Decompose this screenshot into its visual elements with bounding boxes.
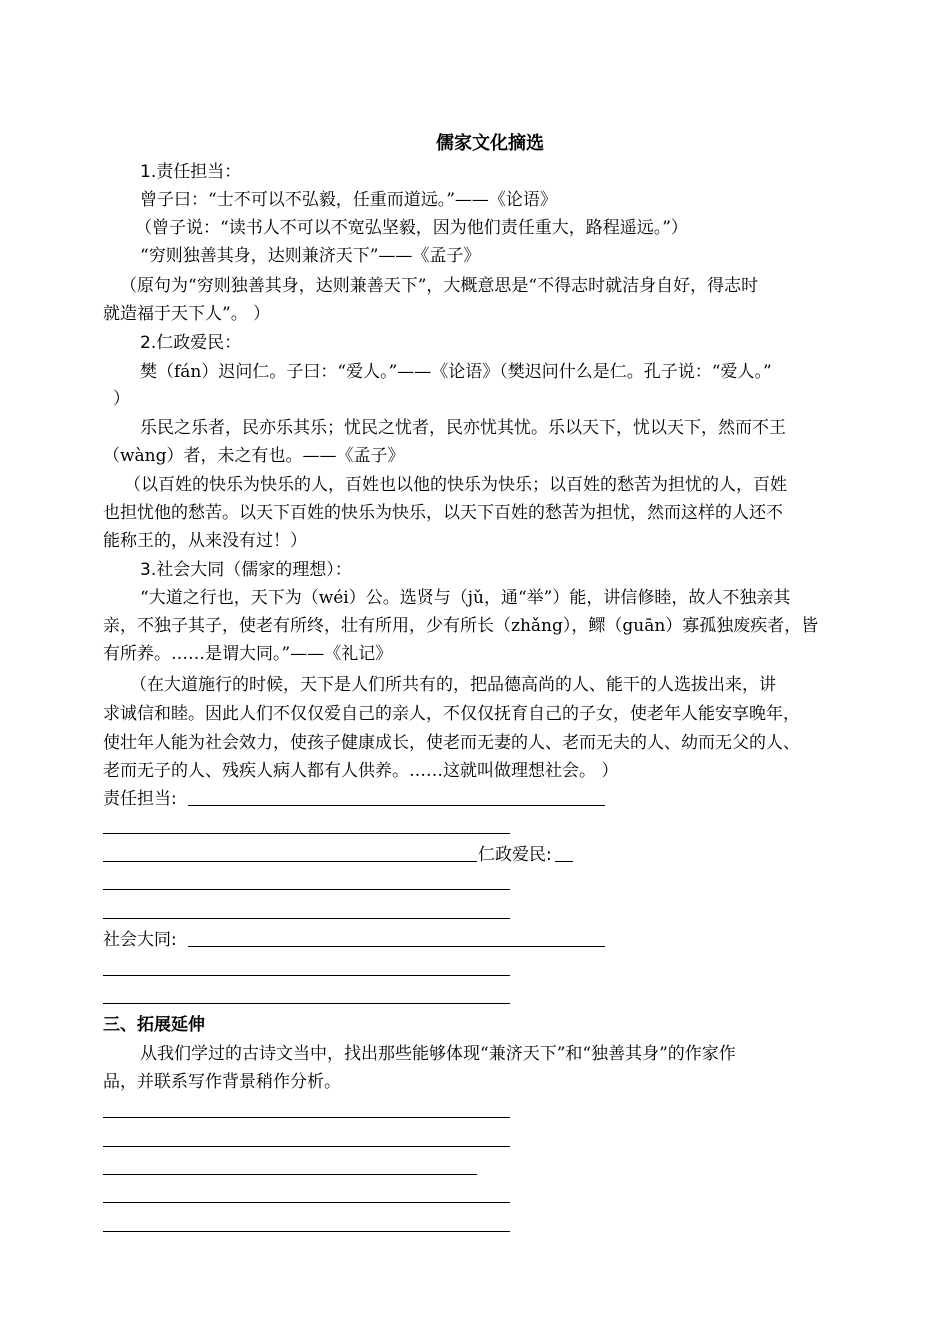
answer-label-responsibility: 责任担当: <box>103 789 177 809</box>
section1-quote-analects: 曾子曰：“士不可以不弘毅，任重而道远。”——《论语》 <box>140 190 557 210</box>
section1-quote-mencius: “穷则独善其身，达则兼济天下”——《孟子》 <box>140 246 481 266</box>
document-title: 儒家文化摘选 <box>436 133 544 154</box>
answer-label-great-harmony: 社会大同: <box>103 930 177 950</box>
section3-translation-line2: 求诚信和睦。因此人们不仅仅爱自己的亲人，不仅仅抚育自己的子女，使老年人能安享晚年， <box>103 704 800 724</box>
section1-explanation-line1: （原句为“穷则独善其身，达则兼善天下”，大概意思是“不得志时就洁身自好，得志时 <box>120 276 759 296</box>
section3-translation-line1: （在大道施行的时候，天下是人们所共有的，把品德高尚的人、能干的人选拔出来，讲 <box>130 675 776 695</box>
section1-translation: （曾子说：“读书人不可以不宽弘坚毅，因为他们责任重大，路程遥远。”） <box>135 218 688 238</box>
section3-translation-line4: 老而无子的人、残疾人病人都有人供养。……这就叫做理想社会。 ） <box>103 761 619 781</box>
extension-prompt-line2: 品，并联系写作背景稍作分析。 <box>103 1072 341 1092</box>
answer-line[interactable] <box>103 1003 510 1004</box>
section2-quote-analects-line1: 樊（fán）迟问仁。子曰：“爱人。”——《论语》（樊迟问什么是仁。孔子说：“爱人。” <box>140 362 772 382</box>
answer-line[interactable] <box>103 1174 477 1175</box>
answer-line[interactable] <box>103 833 510 834</box>
section3-quote-line3: 有所养。……是谓大同。”——《礼记》 <box>103 644 393 664</box>
answer-line-benevolence[interactable] <box>555 861 573 862</box>
section2-translation-line1: （以百姓的快乐为快乐的人，百姓也以他的快乐为快乐；以百姓的愁苦为担忧的人，百姓 <box>124 475 787 495</box>
section2-quote-mencius-line2: （wàng）者，未之有也。——《孟子》 <box>103 446 405 466</box>
answer-line[interactable] <box>103 861 477 862</box>
answer-line[interactable] <box>103 1117 510 1118</box>
section2-translation-line2: 也担忧他的愁苦。以天下百姓的快乐为快乐，以天下百姓的愁苦为担忧，然而这样的人还不 <box>103 503 783 523</box>
section2-translation-line3: 能称王的，从来没有过！） <box>103 531 307 551</box>
section3-quote-line1: “大道之行也，天下为（wéi）公。选贤与（jǔ，通“举”）能，讲信修睦，故人不独亲其 <box>140 588 791 608</box>
extension-heading: 三、拓展延伸 <box>103 1015 205 1035</box>
section3-translation-line3: 使壮年人能为社会效力，使孩子健康成长，使老而无妻的人、老而无夫的人、幼而无父的人、 <box>103 733 800 753</box>
section3-quote-line2: 亲，不独子其子，使老有所终，壮有所用，少有所长（zhǎng），鳏（guān）寡孤独废疾者，皆 <box>103 616 819 636</box>
section2-heading: 2.仁政爱民： <box>140 333 242 353</box>
answer-line-great-harmony[interactable] <box>188 946 605 947</box>
answer-line[interactable] <box>103 1202 510 1203</box>
extension-prompt-line1: 从我们学过的古诗文当中，找出那些能够体现“兼济天下”和“独善其身”的作家作 <box>140 1044 736 1064</box>
answer-line-responsibility[interactable] <box>188 805 605 806</box>
answer-label-benevolence: 仁政爱民: <box>478 845 552 865</box>
answer-line[interactable] <box>103 889 510 890</box>
answer-line[interactable] <box>103 918 510 919</box>
section3-heading: 3.社会大同（儒家的理想）： <box>140 560 352 580</box>
answer-line[interactable] <box>103 1146 510 1147</box>
section2-quote-mencius-line1: 乐民之乐者，民亦乐其乐；忧民之忧者，民亦忧其忧。乐以天下，忧以天下，然而不王 <box>140 418 786 438</box>
section1-heading: 1.责任担当： <box>140 162 242 182</box>
answer-line[interactable] <box>103 975 510 976</box>
section2-quote-analects-line2: ） <box>113 389 130 409</box>
section1-explanation-line2: 就造福于天下人”。 ） <box>103 304 271 324</box>
answer-line[interactable] <box>103 1231 510 1232</box>
